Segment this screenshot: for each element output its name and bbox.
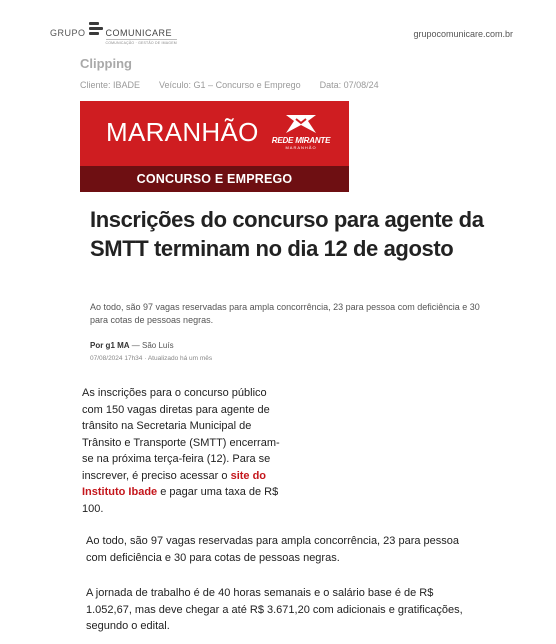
brand-name: REDE MIRANTE [271,136,331,145]
location: — São Luís [129,341,174,350]
p1-text-after: e pagar uma taxa de R$ 100. [82,486,279,515]
brand-sub: MARANHÃO [285,145,317,150]
g1-maranhao-banner [80,101,349,192]
clipping-title: Clipping [80,56,132,71]
article-paragraph-3: A jornada de trabalho é de 40 horas semanais e o salário base é de R$ 1.052,67, mas deve chegar a até R$ 3.671,20 com adicionais e gratificações, segundo o edital. [86,587,463,632]
publish-dateline: 07/08/2024 17h34 · Atualizado há um mês [90,355,213,362]
logo-tagline: COMUNICAÇÃO · GESTÃO DE IMAGEM [105,41,177,45]
p1-text-before: As inscrições para o concurso público com 150 vagas diretas para agente de trânsito na Secretaria Municipal de Trânsito e Transporte (SMTT) encerram-se na próxima terça-feira (12). Para se inscrever, é preciso acessar o [82,387,280,482]
article-headline: Inscrições do concurso para agente da SMTT terminam no dia 12 de agosto [90,207,484,261]
banner-state: MARANHÃO [106,117,259,147]
logo-wordmark [106,28,177,45]
client-label: Cliente: IBADE [80,80,141,90]
article-paragraph-2: Ao todo, são 97 vagas reservadas para ampla concorrência, 23 para pessoa com deficiência e 30 para cotas de pessoas negras. [86,535,460,564]
ibade-site-link[interactable]: site do Instituto Ibade [82,469,267,498]
section-strip: CONCURSO E EMPREGO [80,166,349,192]
rede-mirante-bird-icon [284,113,318,135]
vehicle-label: Veículo: G1 – Concurso e Emprego [159,80,301,90]
byline [90,341,174,350]
date-label: Data: 07/08/24 [319,80,379,90]
clipping-meta [80,80,379,90]
site-url[interactable]: grupocomunicare.com.br [413,29,513,39]
article-lead: Ao todo, são 97 vagas reservadas para ampla concorrência, 23 para pessoa com deficiência e 30 para cotas de pessoas negras. [90,302,480,325]
logo-text-comunicare: COMUNICARE [105,28,173,38]
comunicare-mark-icon [89,22,103,38]
author: Por g1 MA [90,341,130,350]
comunicare-logo [50,22,177,44]
logo-text-grupo: GRUPO [50,28,86,38]
article-paragraph-1 [82,385,287,517]
rede-mirante-logo [268,113,334,150]
